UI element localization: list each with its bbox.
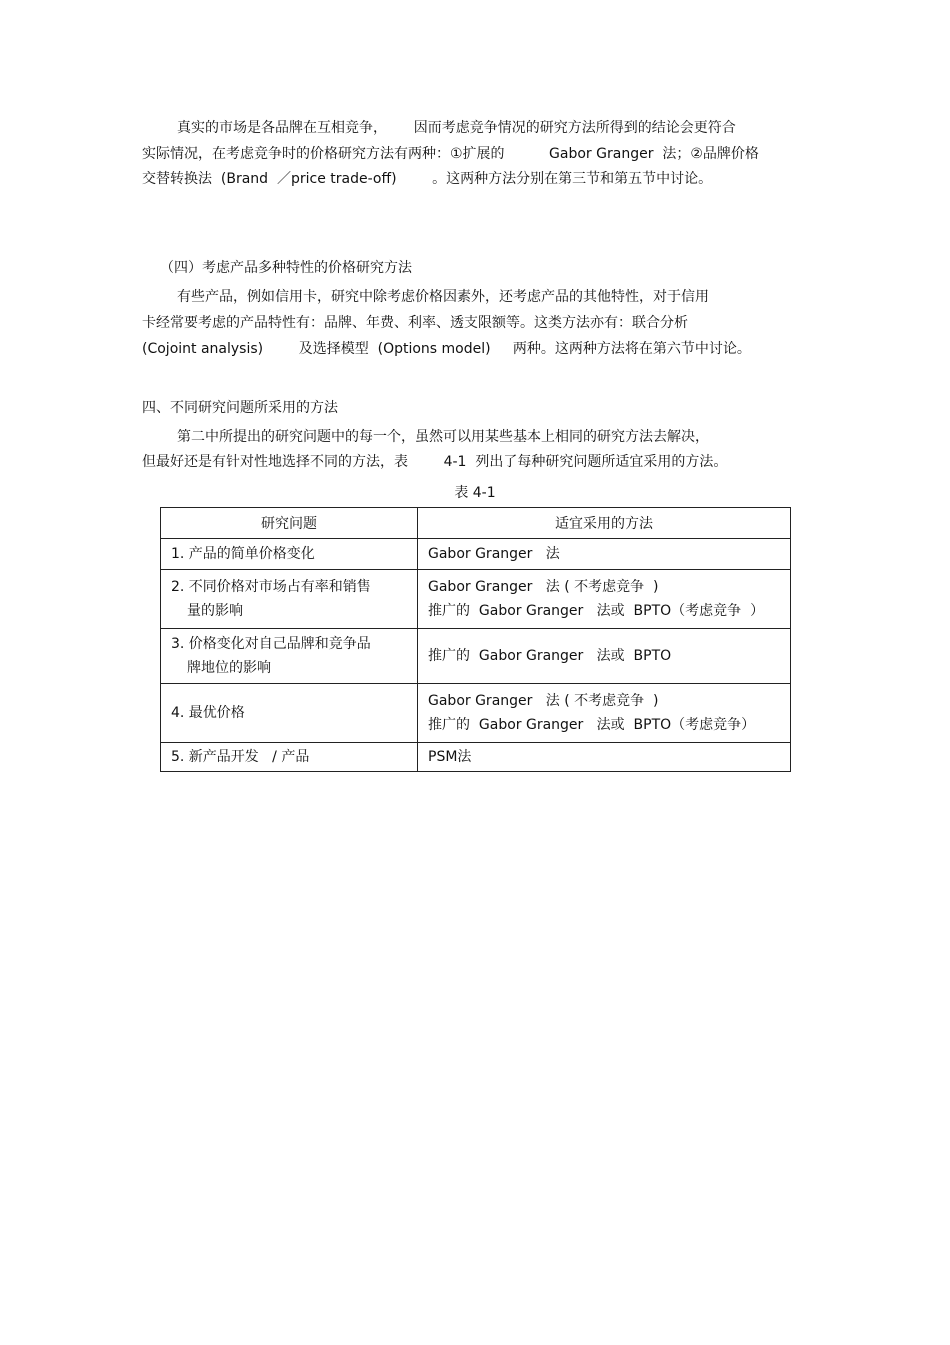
paragraph1-line-2: 实际情况，在考虑竞争时的价格研究方法有两种：①扩展的 Gabor Granger 法；②品牌价格 <box>142 146 759 162</box>
table-row <box>161 743 791 772</box>
question-text: 4. 最优价格 <box>171 705 245 721</box>
table-header-row <box>161 508 791 539</box>
question-cell <box>161 629 418 684</box>
method-text: 推广的 Gabor Granger 法或 BPTO <box>428 648 672 664</box>
table-row <box>161 629 791 684</box>
paragraph3-line-1: 第二中所提出的研究问题中的每一个，虽然可以用某些基本上相同的研究方法去解决， <box>177 429 709 445</box>
question-text: 3. 价格变化对自己品牌和竞争品 <box>171 636 371 652</box>
paragraph2-line-2: 卡经常要考虑的产品特性有：品牌、年费、利率、透支限额等。这类方法亦有：联合分析 <box>142 315 688 331</box>
question-text-continued: 牌地位的影响 <box>187 660 271 676</box>
table-row <box>161 570 791 629</box>
paragraph1-line-1: 真实的市场是各品牌在互相竞争， 因而考虑竞争情况的研究方法所得到的结论会更符合 <box>177 120 736 136</box>
question-text-continued: 量的影响 <box>187 603 243 619</box>
method-text: Gabor Granger 法 ( 不考虑竞争 ) <box>428 579 659 595</box>
question-text: 5. 新产品开发 / 产品 <box>171 749 310 765</box>
methods-cell <box>418 684 791 743</box>
method-text: PSM法 <box>428 749 472 765</box>
method-text: 推广的 Gabor Granger 法或 BPTO（考虑竞争） <box>428 717 756 733</box>
table-caption: 表 4-1 <box>454 485 496 501</box>
question-cell <box>161 539 418 570</box>
question-text: 1. 产品的简单价格变化 <box>171 546 315 562</box>
methods-cell <box>418 743 791 772</box>
table-row <box>161 684 791 743</box>
paragraph2-line-1: 有些产品，例如信用卡，研究中除考虑价格因素外，还考虑产品的其他特性，对于信用 <box>177 289 709 305</box>
header-question: 研究问题 <box>161 508 418 539</box>
question-cell <box>161 684 418 743</box>
paragraph2-line-3: (Cojoint analysis) 及选择模型 (Options model) 两种。这两种方法将在第六节中讨论。 <box>142 341 751 357</box>
header-methods: 适宜采用的方法 <box>418 508 791 539</box>
method-text: Gabor Granger 法 <box>428 546 560 562</box>
method-text: 推广的 Gabor Granger 法或 BPTO（考虑竞争 ） <box>428 603 765 619</box>
paragraph3-line-2: 但最好还是有针对性地选择不同的方法，表 4-1 列出了每种研究问题所适宜采用的方法。 <box>142 454 728 470</box>
question-text: 2. 不同价格对市场占有率和销售 <box>171 579 371 595</box>
question-cell <box>161 570 418 629</box>
methods-table <box>160 507 791 772</box>
question-cell <box>161 743 418 772</box>
table-row <box>161 539 791 570</box>
section-heading-4: （四）考虑产品多种特性的价格研究方法 <box>160 260 412 276</box>
method-text: Gabor Granger 法 ( 不考虑竞争 ) <box>428 693 659 709</box>
part-heading-4: 四、不同研究问题所采用的方法 <box>142 400 338 416</box>
paragraph1-line-3: 交替转换法 (Brand ／price trade-off) 。这两种方法分别在第三节和第五节中讨论。 <box>142 171 713 187</box>
methods-cell <box>418 539 791 570</box>
methods-cell <box>418 570 791 629</box>
methods-cell <box>418 629 791 684</box>
